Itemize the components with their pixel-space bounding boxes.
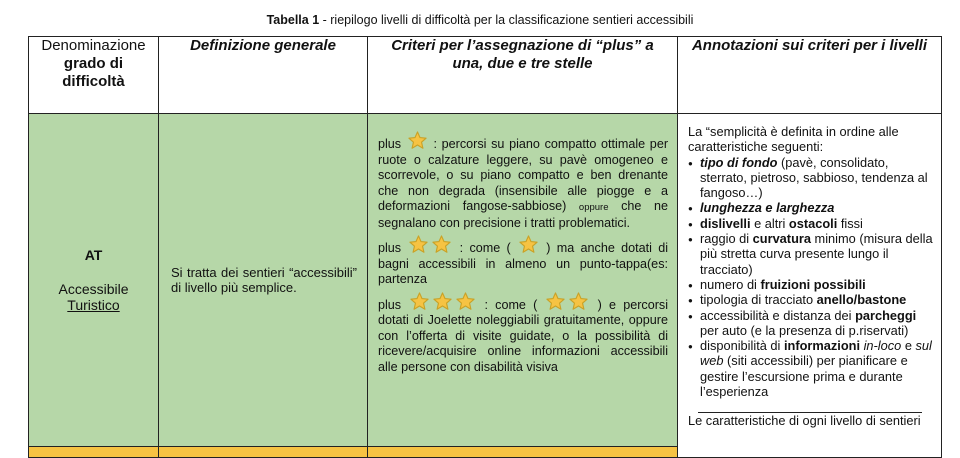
criteria-cell xyxy=(368,114,678,447)
star-icon xyxy=(407,130,428,151)
level-name-underlined: Turistico xyxy=(67,297,120,313)
notes-tail: Le caratteristiche di ogni livello di sentieri xyxy=(688,413,921,429)
header-denominazione: Denominazione grado di difficoltà xyxy=(29,37,159,114)
list-item: ● raggio di curvatura minimo (misura della più stretta curva presente lungo il tracciato) xyxy=(700,231,935,277)
list-item: ● tipo di fondo (pavè, consolidato, sterrato, pietroso, sabbioso, tendenza al fangoso…) xyxy=(700,155,935,201)
caption-text: - riepilogo livelli di difficoltà per la classificazione sentieri accessibili xyxy=(319,13,694,27)
star-icon xyxy=(518,234,539,255)
difficulty-table xyxy=(28,36,942,458)
level-code: AT xyxy=(84,247,103,263)
star-icon xyxy=(432,291,453,312)
notes-intro: La “semplicità è definita in ordine alle caratteristiche seguenti: xyxy=(688,124,899,155)
header-annotazioni: Annotazioni sui criteri per i livelli xyxy=(678,37,942,114)
notes-list xyxy=(688,155,935,400)
three-star-criterion: plus : come ( ) e percorsi dotati di Joelette noleggiabili gratuitamente, oppure con l’offerta di visite guidate, o la possibilità di ricevere/acquisire online informazioni accessibili alle persone con disabilità visiva xyxy=(378,291,668,376)
table-caption xyxy=(0,13,960,27)
definition-cell: Si tratta dei sentieri “accessibili” di livello più semplice. xyxy=(159,114,368,447)
star-icon xyxy=(431,234,452,255)
table-row-at xyxy=(29,114,942,447)
list-item: ● numero di fruizioni possibili xyxy=(700,277,935,292)
star-icon xyxy=(568,291,589,312)
next-level-cell xyxy=(29,447,159,458)
star-icon xyxy=(545,291,566,312)
star-icon xyxy=(455,291,476,312)
list-item: ● tipologia di tracciato anello/bastone xyxy=(700,292,935,307)
list-item: ● accessibilità e distanza dei parcheggi per auto (e la presenza di p.riservati) xyxy=(700,308,935,339)
star-icon xyxy=(409,291,430,312)
header-definizione: Definizione generale xyxy=(159,37,368,114)
level-name: Accessibile xyxy=(58,281,129,297)
next-criteria-cell xyxy=(368,447,678,458)
star-icon xyxy=(408,234,429,255)
level-cell xyxy=(29,114,159,447)
one-star-criterion: plus : percorsi su piano compatto ottimale per ruote o calzature leggere, su pavè omogeneo e scorrevole, o su piano compatto e ben drenante che non degrada (insensibile alle piogge e a deformazioni fangose-sabbiose) oppure che ne segnalano con precisione i tratti problematici. xyxy=(378,130,668,231)
header-row xyxy=(29,37,942,114)
notes-cell xyxy=(678,114,942,458)
list-item: ● disponibilità di informazioni in-loco e sul web (siti accessibili) per pianificare e gestire l’escursione prima e durante l’esperienza xyxy=(700,338,935,399)
list-item: ● lunghezza e larghezza xyxy=(700,200,935,215)
header-criteri: Criteri per l’assegnazione di “plus” a una, due e tre stelle xyxy=(368,37,678,114)
list-item: ● dislivelli e altri ostacoli fissi xyxy=(700,216,935,231)
caption-label: Tabella 1 xyxy=(266,13,320,27)
next-definition-cell xyxy=(159,447,368,458)
two-star-criterion: plus : come ( ) ma anche dotati di bagni accessibili in almeno un punto-tappa(es: partenza xyxy=(378,234,668,288)
